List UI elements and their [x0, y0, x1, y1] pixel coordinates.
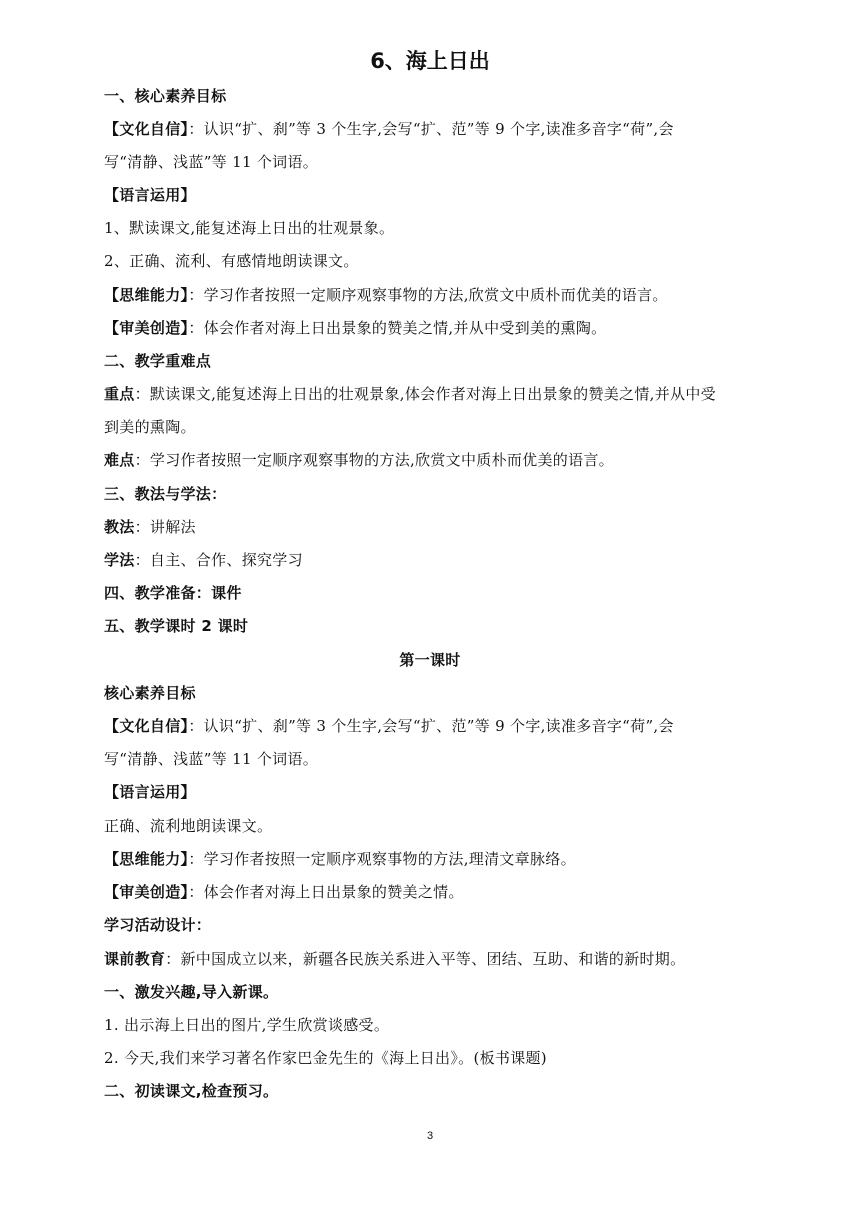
activity-design-heading: 学习活动设计： [104, 916, 212, 934]
step1-heading: 一、激发兴趣,导入新课。 [104, 983, 279, 1001]
lesson-period-heading: 第一课时 [399, 651, 461, 669]
aesthetic-label: 【审美创造】 [104, 319, 189, 337]
section-heading-core-goals: 一、核心素养目标 [104, 87, 227, 105]
paragraph-aesthetic [104, 317, 800, 339]
learning-method-label: 学法 [104, 551, 135, 569]
culture2-text-1: ：认识“扩、刹”等 3 个生字,会写“扩、范”等 9 个字,读准多音字“荷”,会 [188, 717, 674, 735]
paragraph-teaching-method [104, 516, 800, 538]
culture-label: 【文化自信】 [104, 120, 189, 138]
language2-text: 正确、流利地朗读课文。 [104, 817, 273, 835]
step1-item-1: 1. 出示海上日出的图片,学生欣赏谈感受。 [104, 1016, 390, 1034]
core-goal-heading: 核心素养目标 [104, 684, 196, 702]
paragraph-key-line1 [104, 383, 800, 405]
pre-class-text: ：新中国成立以来，新疆各民族关系进入平等、团结、互助、和谐的新时期。 [165, 950, 686, 968]
thinking-label: 【思维能力】 [104, 286, 189, 304]
teaching-method-text: ：讲解法 [134, 518, 196, 536]
thinking2-label: 【思维能力】 [104, 850, 189, 868]
paragraph-thinking [104, 284, 800, 306]
key-label: 重点 [104, 385, 135, 403]
paragraph-culture2-line1 [104, 715, 800, 737]
pre-class-label: 课前教育 [104, 950, 166, 968]
section-heading-periods: 五、教学课时 2 课时 [104, 617, 249, 635]
aesthetic2-label: 【审美创造】 [104, 883, 189, 901]
difficulty-label: 难点 [104, 451, 135, 469]
paragraph-culture-line1 [104, 118, 800, 140]
aesthetic-text: ：体会作者对海上日出景象的赞美之情,并从中受到美的熏陶。 [188, 319, 607, 337]
language-label: 【语言运用】 [104, 186, 196, 204]
thinking2-text: ：学习作者按照一定顺序观察事物的方法,理清文章脉络。 [188, 850, 576, 868]
thinking-text: ：学习作者按照一定顺序观察事物的方法,欣赏文中质朴而优美的语言。 [188, 286, 668, 304]
section-heading-key-points: 二、教学重难点 [104, 352, 212, 370]
language-item-2: 2、正确、流利、有感情地朗读课文。 [104, 252, 359, 270]
culture2-label: 【文化自信】 [104, 717, 189, 735]
paragraph-difficulty [104, 449, 800, 471]
paragraph-aesthetic2 [104, 881, 800, 903]
step2-heading: 二、初读课文,检查预习。 [104, 1082, 279, 1100]
paragraph-key-line2: 到美的熏陶。 [104, 418, 196, 436]
lesson-title: 6、海上日出 [370, 49, 490, 73]
section-heading-methods: 三、教法与学法： [104, 485, 227, 503]
aesthetic2-text: ：体会作者对海上日出景象的赞美之情。 [188, 883, 464, 901]
paragraph-culture-line2: 写“清静、浅蓝”等 11 个词语。 [104, 153, 319, 171]
difficulty-text: ：学习作者按照一定顺序观察事物的方法,欣赏文中质朴而优美的语言。 [134, 451, 614, 469]
step1-item-2: 2. 今天,我们来学习著名作家巴金先生的《海上日出》。(板书课题) [104, 1049, 547, 1067]
language-item-1: 1、默读课文,能复述海上日出的壮观景象。 [104, 219, 395, 237]
page-number: 3 [426, 1130, 434, 1142]
section-heading-preparation: 四、教学准备：课件 [104, 584, 242, 602]
culture-text-1: ：认识“扩、刹”等 3 个生字,会写“扩、范”等 9 个字,读准多音字“荷”,会 [188, 120, 674, 138]
teaching-method-label: 教法 [104, 518, 135, 536]
learning-method-text: ：自主、合作、探究学习 [134, 551, 303, 569]
paragraph-thinking2 [104, 848, 800, 870]
paragraph-culture2-line2: 写“清静、浅蓝”等 11 个词语。 [104, 750, 319, 768]
language2-label: 【语言运用】 [104, 783, 196, 801]
paragraph-learning-method [104, 549, 800, 571]
key-text-1: ：默读课文,能复述海上日出的壮观景象,体会作者对海上日出景象的赞美之情,并从中受 [134, 385, 716, 403]
paragraph-pre-class [104, 948, 800, 970]
